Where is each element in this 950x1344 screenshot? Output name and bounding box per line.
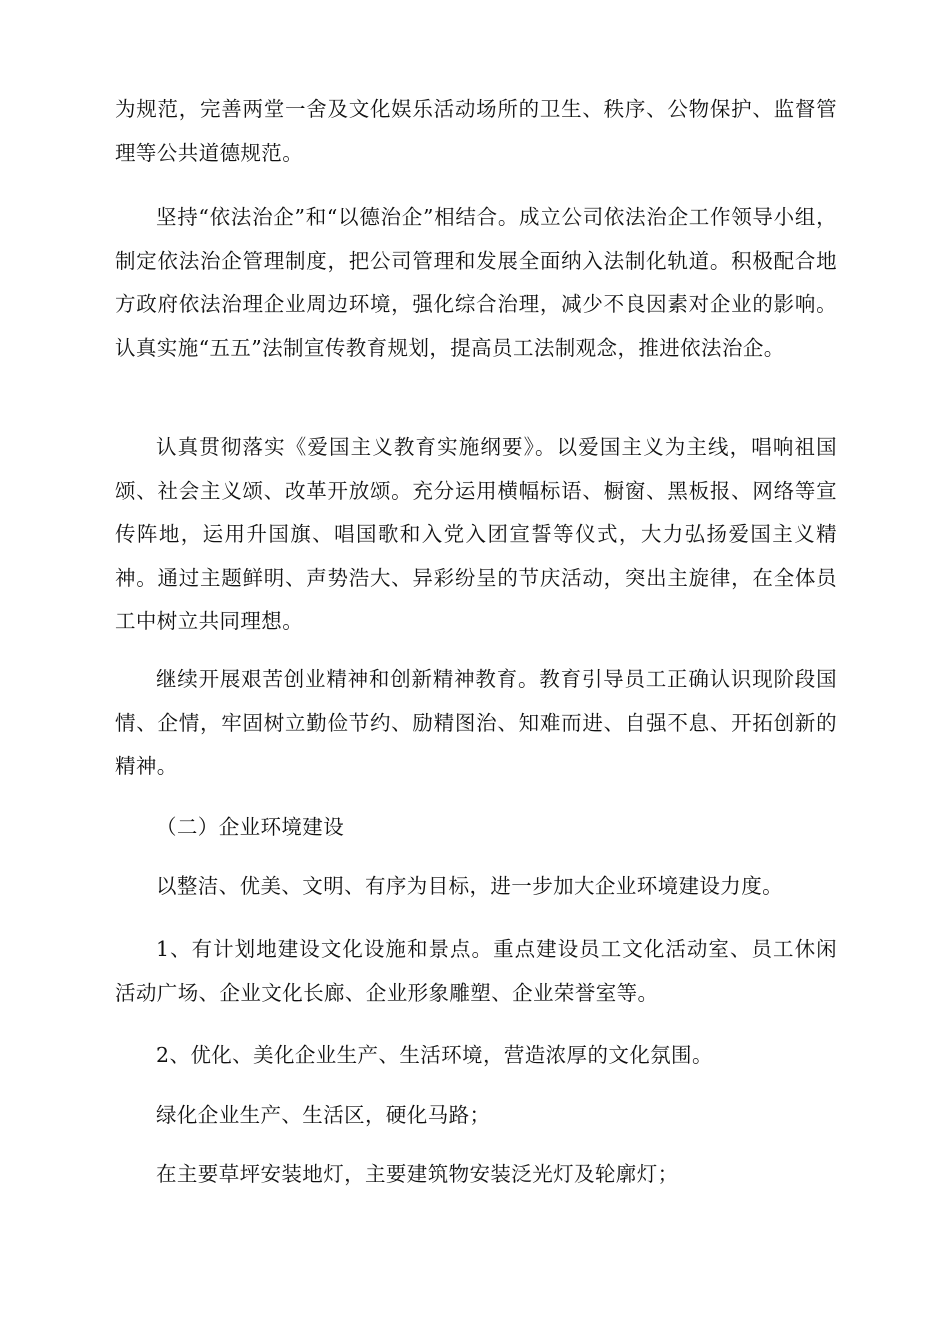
paragraph-lighting: 在主要草坪安装地灯，主要建筑物安装泛光灯及轮廓灯； [156,1162,679,1186]
paragraph-public-morality-continued: 为规范，完善两堂一舍及文化娱乐活动场所的卫生、秩序、公物保护、监督管理等公共道德规范。 [115,97,837,165]
paragraph-environment-goal: 以整洁、优美、文明、有序为目标，进一步加大企业环境建设力度。 [156,874,783,898]
list-item-cultural-facilities: 1、有计划地建设文化设施和景点。重点建设员工文化活动室、员工休闲活动广场、企业文化长廊、企业形象雕塑、企业荣誉室等。 [115,937,837,1005]
paragraph-patriotism: 认真贯彻落实《爱国主义教育实施纲要》。以爱国主义为主线，唱响祖国颂、社会主义颂、改革开放颂。充分运用横幅标语、橱窗、黑板报、网络等宣传阵地，运用升国旗、唱国歌和入党入团宣誓等仪式，大力弘扬爱国主义精神。通过主题鲜明、声势浩大、异彩纷呈的节庆活动，突出主旋律，在全体员工中树立共同理想。 [115,435,837,633]
paragraph-greening: 绿化企业生产、生活区，硬化马路； [156,1103,491,1127]
paragraph-rule-of-law: 坚持“依法治企”和“以德治企”相结合。成立公司依法治企工作领导小组，制定依法治企管理制度，把公司管理和发展全面纳入法制化轨道。积极配合地方政府依法治理企业周边环境，强化综合治理，减少不良因素对企业的影响。认真实施“五五”法制宣传教育规划，提高员工法制观念，推进依法治企。 [115,205,837,360]
section-heading-environment: （二）企业环境建设 [156,815,345,839]
list-item-beautify-environment: 2、优化、美化企业生产、生活环境，营造浓厚的文化氛围。 [156,1043,713,1067]
paragraph-entrepreneurship: 继续开展艰苦创业精神和创新精神教育。教育引导员工正确认识现阶段国情、企情，牢固树立勤俭节约、励精图治、知难而进、自强不息、开拓创新的精神。 [115,667,837,778]
